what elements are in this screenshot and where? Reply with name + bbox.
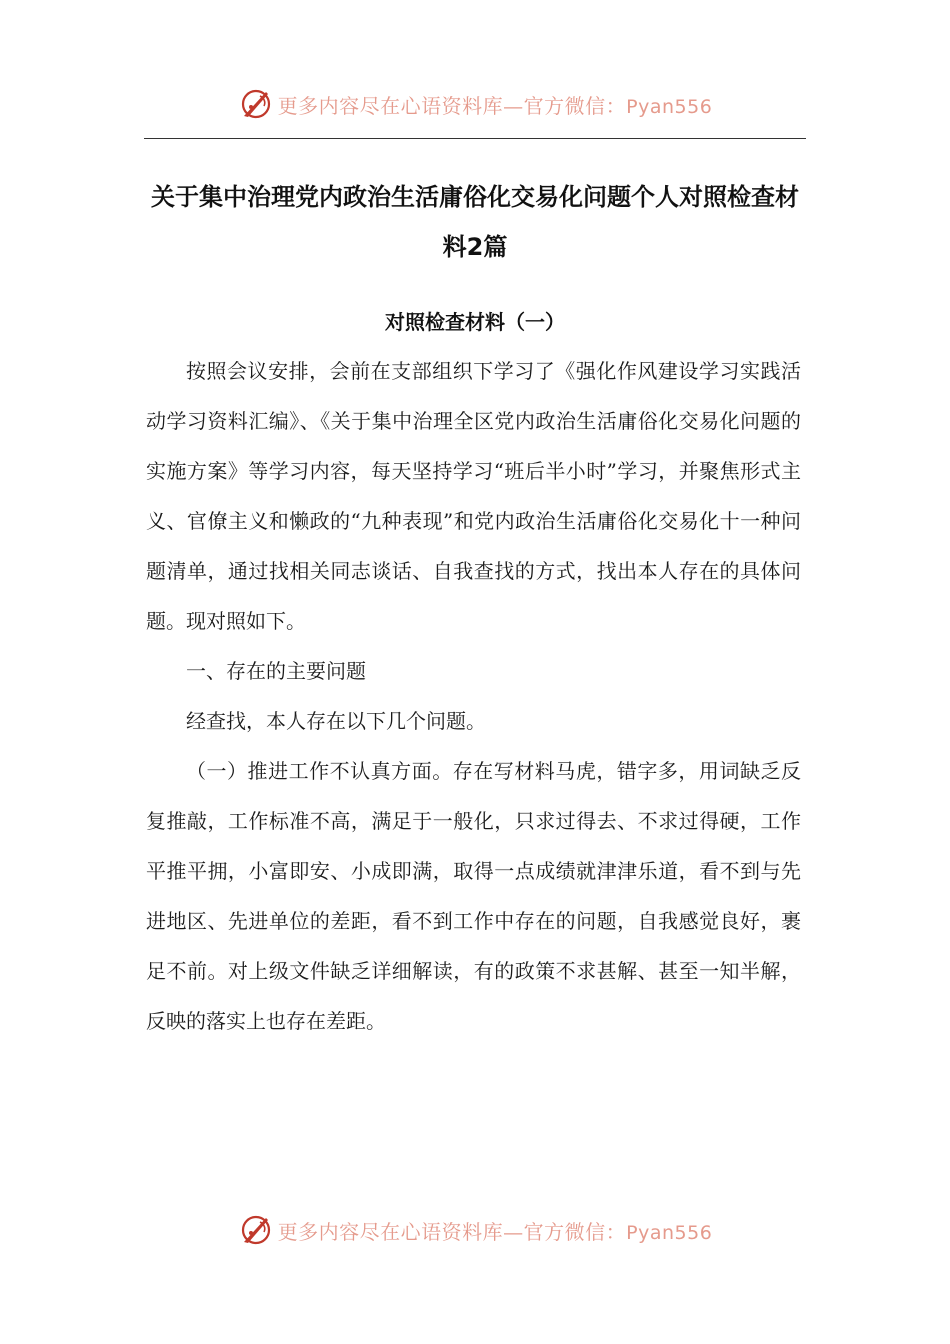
footer-wechat-id: Pyan556 [626, 1221, 713, 1244]
footer-banner-text [278, 1216, 713, 1245]
section-heading: 一、存在的主要问题 [186, 659, 366, 683]
footer-banner-label: 更多内容尽在心语资料库—官方微信： [277, 1219, 627, 1244]
header-banner-label: 更多内容尽在心语资料库—官方微信： [277, 93, 627, 118]
header-banner [0, 82, 950, 126]
paragraph: （一）推进工作不认真方面。存在写材料马虎，错字多，用词缺乏反复推敲，工作标准不高，满足于一般化，只求过得去、不求过得硬，工作平推平拥，小富即安、小成即满，取得一点成绩就津津乐道，看不到与先进地区、先进单位的差距，看不到工作中存在的问题，自我感觉良好，裹足不前。对上级文件缺乏详细解读，有的政策不求甚解、甚至一知半解，反映的落实上也存在差距。 [146, 759, 801, 1033]
header-divider [144, 138, 806, 139]
paragraph: 按照会议安排，会前在支部组织下学习了《强化作风建设学习实践活动学习资料汇编》、《关于集中治理全区党内政治生活庸俗化交易化问题的实施方案》等学习内容，每天坚持学习“班后半小时”学习，并聚焦形式主义、官僚主义和懒政的“九种表现”和党内政治生活庸俗化交易化十一种问题清单，通过找相关同志谈话、自我查找的方式，找出本人存在的具体问题。现对照如下。 [146, 359, 801, 633]
document-subtitle: 对照检查材料（一） [385, 310, 565, 334]
header-banner-text [278, 90, 713, 119]
paragraph: 经查找，本人存在以下几个问题。 [186, 709, 486, 733]
document-body [146, 346, 801, 1046]
header-wechat-id: Pyan556 [626, 95, 713, 118]
footer-banner [0, 1208, 950, 1252]
quill-logo-icon [238, 1212, 274, 1248]
quill-logo-icon [238, 86, 274, 122]
document-title: 关于集中治理党内政治生活庸俗化交易化问题个人对照检查材料2篇 [151, 183, 799, 261]
